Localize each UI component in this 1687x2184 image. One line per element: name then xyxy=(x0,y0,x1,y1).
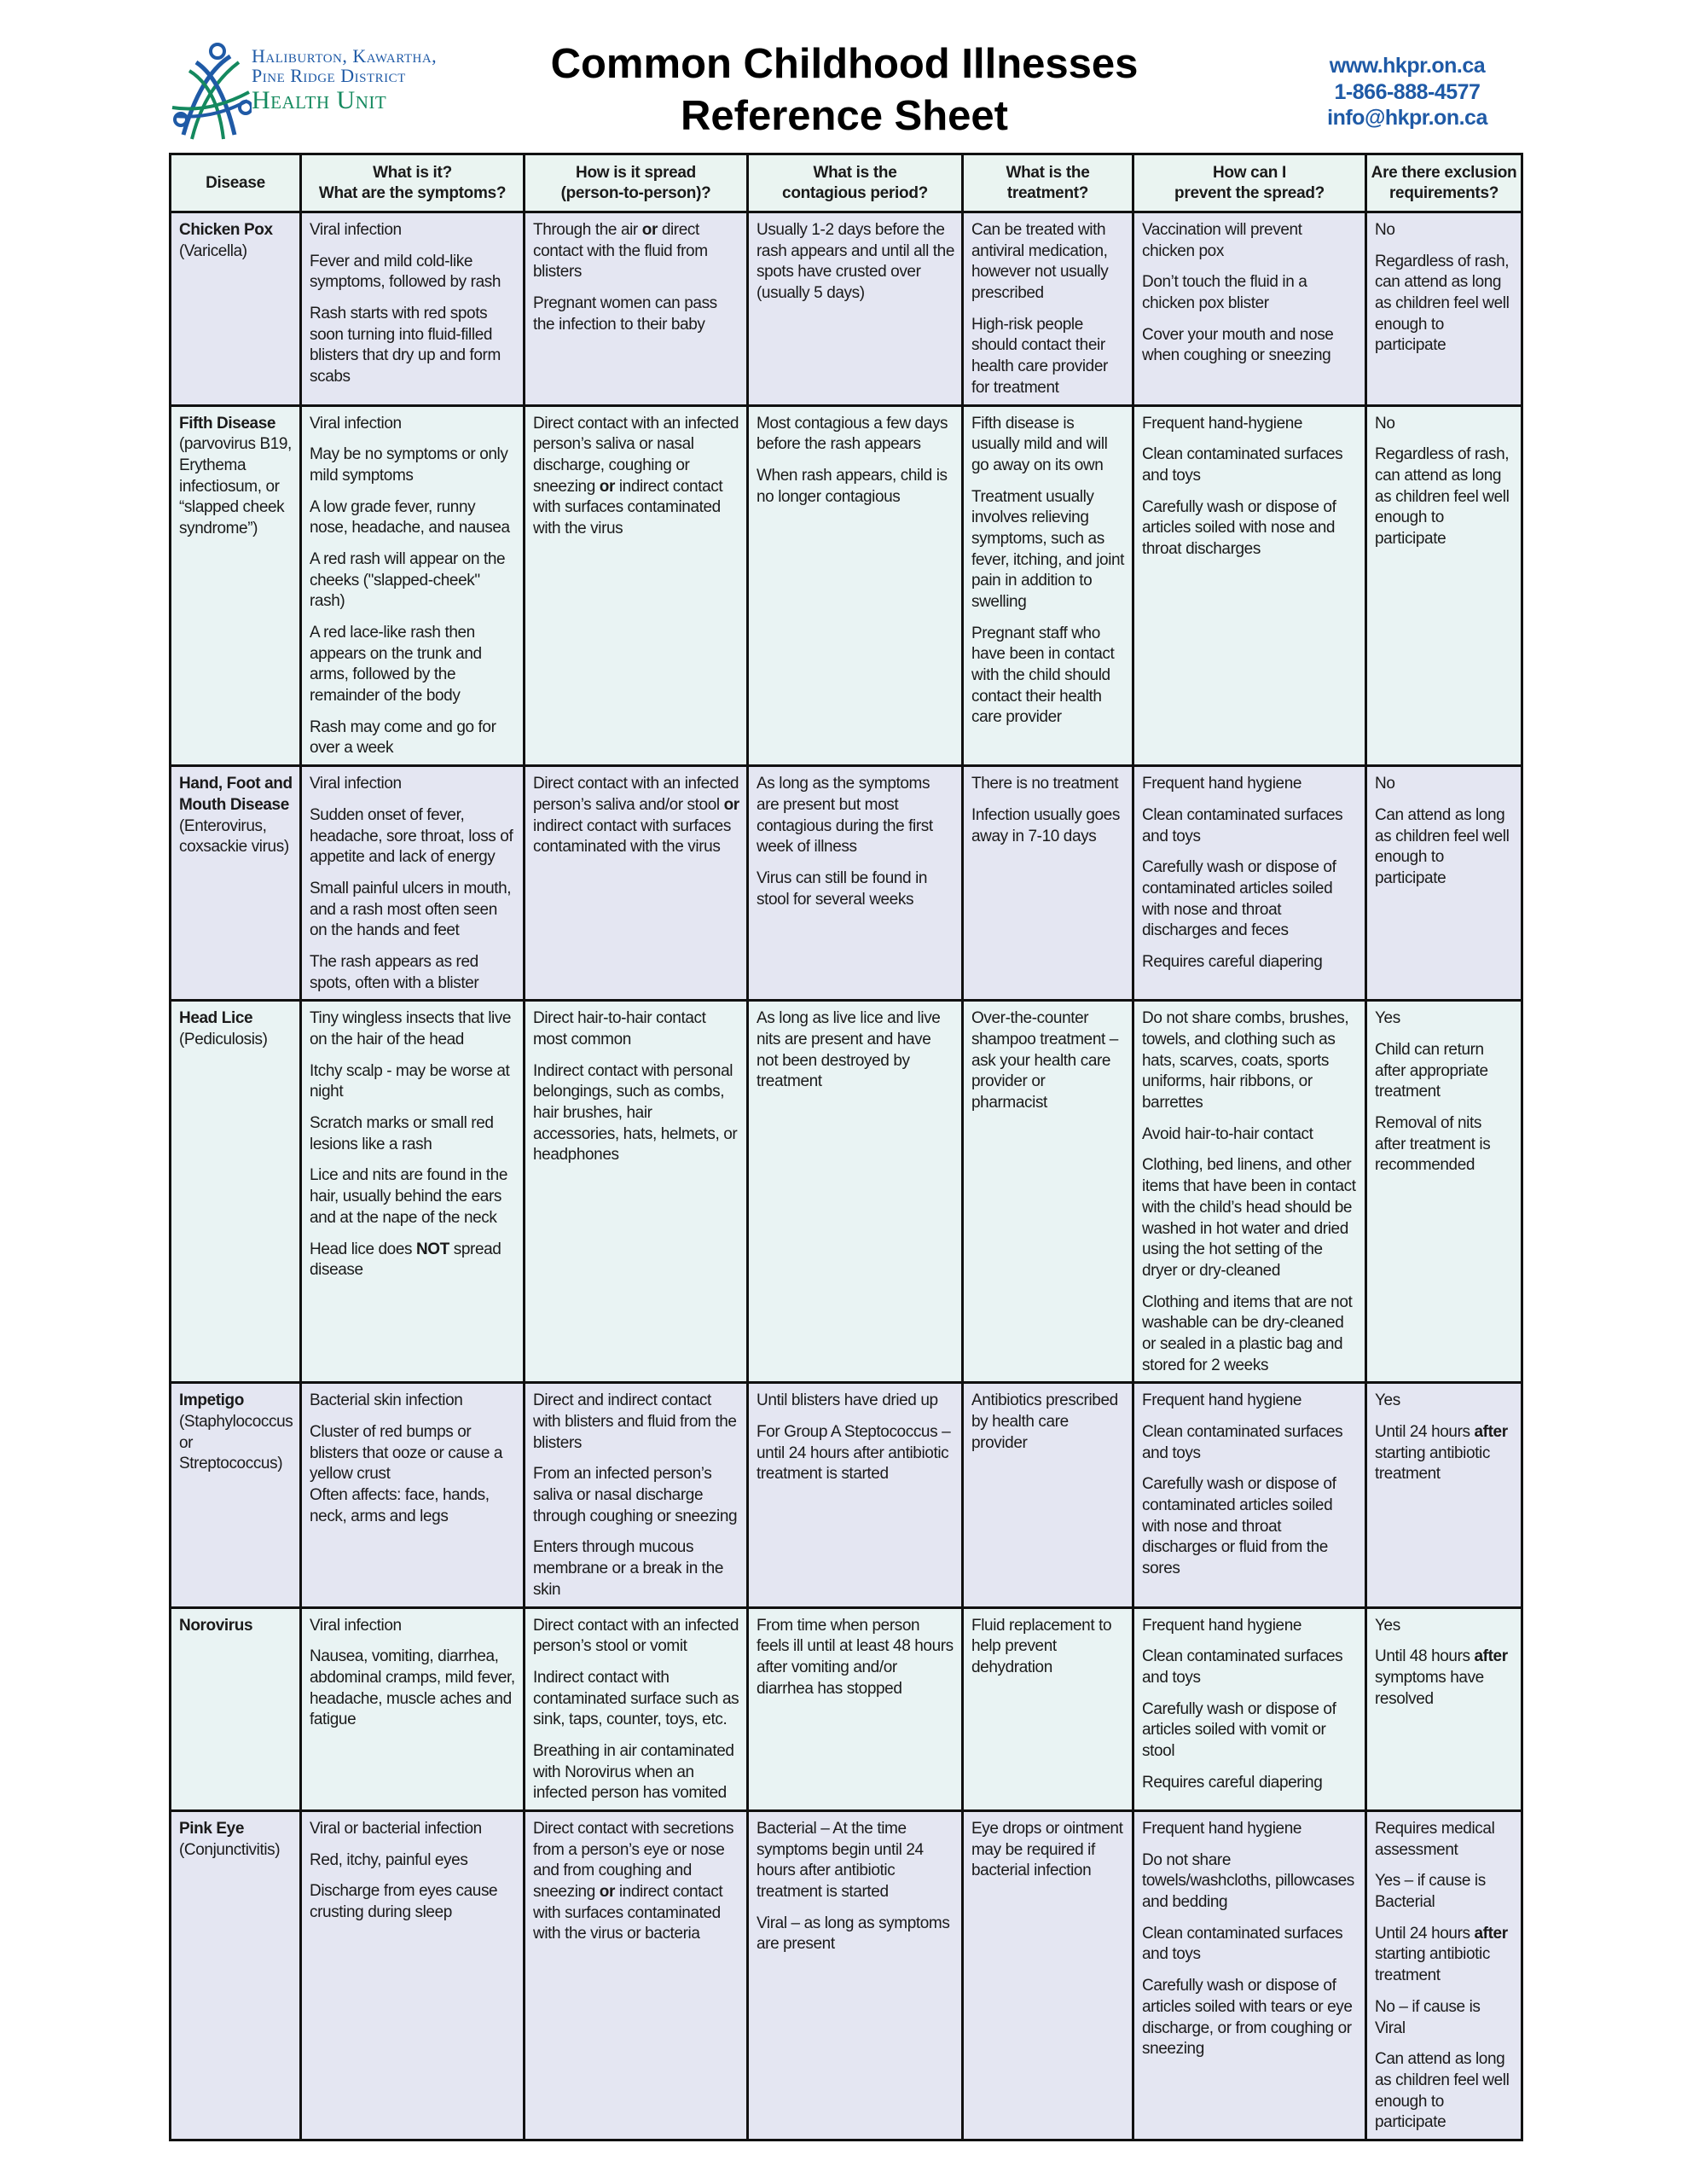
exclusion-cell xyxy=(1366,1811,1522,2140)
cell-paragraph: Do not share combs, brushes, towels, and clothing such as hats, scarves, coats, sports uniforms, hair ribbons, or barrettes xyxy=(1142,1009,1349,1112)
treatment-cell xyxy=(963,1811,1133,2140)
cell-paragraph: Cluster of red bumps or blisters that ooze or cause a yellow crust Often affects: face, hands, neck, arms and legs xyxy=(310,1423,503,1525)
cell-paragraph: Direct contact with an infected person’s saliva and/or stool or indirect contact with surfaces contaminated with the virus xyxy=(533,775,739,857)
table-row xyxy=(171,1001,1522,1383)
cell-paragraph: Can attend as long as children feel well enough to participate xyxy=(1375,805,1510,887)
what-is-it-cell xyxy=(301,1001,525,1383)
email-link[interactable]: info@hkpr.on.ca xyxy=(1327,106,1487,130)
cell-paragraph: Pregnant staff who have been in contact with the child should contact their health care provider xyxy=(971,624,1115,727)
cell-paragraph: Antibiotics prescribed by health care provider xyxy=(971,1391,1118,1452)
treatment-cell xyxy=(963,766,1133,1001)
table-row xyxy=(171,1811,1522,2140)
cell-paragraph: Scratch marks or small red lesions like a rash xyxy=(310,1114,494,1153)
cell-paragraph: The rash appears as red spots, often with a blister xyxy=(310,952,479,992)
how-spread-cell xyxy=(525,1607,748,1811)
cell-paragraph: Clean contaminated surfaces and toys xyxy=(1142,1647,1343,1687)
contagious-period-cell xyxy=(748,405,963,766)
cell-paragraph: A red rash will appear on the cheeks ("slapped-cheek" rash) xyxy=(310,549,506,611)
cell-paragraph: As long as the symptoms are present but most contagious during the first week of illness xyxy=(757,775,933,857)
cell-paragraph: Nausea, vomiting, diarrhea, abdominal cramps, mild fever, headache, muscle aches and fatigue xyxy=(310,1647,515,1729)
disease-subtitle: (Staphylococcus or Streptococcus) xyxy=(179,1413,293,1473)
cell-paragraph: When rash appears, child is no longer contagious xyxy=(757,466,948,506)
cell-paragraph: Frequent hand hygiene xyxy=(1142,775,1302,793)
cell-paragraph: Frequent hand hygiene xyxy=(1142,1616,1302,1635)
cell-paragraph: Viral infection xyxy=(310,221,402,239)
cell-paragraph: As long as live lice and live nits are present and have not been destroyed by treatment xyxy=(757,1009,941,1091)
cell-paragraph: Rash may come and go for over a week xyxy=(310,717,496,758)
exclusion-cell xyxy=(1366,766,1522,1001)
cell-paragraph: Indirect contact with personal belongings, such as combs, hair brushes, hair accessories, hats, helmets, or headphones xyxy=(533,1061,738,1165)
cell-paragraph: Carefully wash or dispose of contaminated articles soiled with nose and throat discharges or fluid from the sores xyxy=(1142,1475,1336,1578)
contagious-period-cell xyxy=(748,1811,963,2140)
cell-paragraph: Viral infection xyxy=(310,775,402,793)
cell-paragraph: Infection usually goes away in 7-10 days xyxy=(971,805,1120,845)
cell-paragraph: Bacterial skin infection xyxy=(310,1391,463,1410)
treatment-cell xyxy=(963,405,1133,766)
cell-paragraph: Removal of nits after treatment is recommended xyxy=(1375,1114,1491,1175)
cell-paragraph: Treatment usually involves relieving symptoms, such as fever, itching, and joint pain in addition to swelling xyxy=(971,487,1125,611)
how-spread-cell xyxy=(525,405,748,766)
cell-paragraph: Frequent hand hygiene xyxy=(1142,1820,1302,1838)
column-header-how-spread: How is it spread (person-to-person)? xyxy=(525,154,748,212)
cell-paragraph: Itchy scalp - may be worse at night xyxy=(310,1061,510,1101)
cell-paragraph: From an infected person’s saliva or nasal discharge through coughing or sneezing xyxy=(533,1465,738,1525)
disease-name: Fifth Disease xyxy=(179,414,276,433)
column-header-what-is-it: What is it? What are the symptoms? xyxy=(301,154,525,212)
cell-paragraph: Tiny wingless insects that live on the hair of the head xyxy=(310,1009,512,1048)
disease-name: Norovirus xyxy=(179,1616,253,1635)
cell-paragraph: Don’t touch the fluid in a chicken pox blister xyxy=(1142,273,1307,313)
exclusion-cell xyxy=(1366,405,1522,766)
prevent-spread-cell xyxy=(1133,766,1366,1001)
cell-paragraph: Can attend as long as children feel well enough to participate xyxy=(1375,2050,1510,2132)
cell-paragraph: Head lice does NOT spread disease xyxy=(310,1240,501,1280)
disease-cell xyxy=(171,1383,301,1607)
cell-paragraph: Discharge from eyes cause crusting during sleep xyxy=(310,1882,498,1922)
treatment-cell xyxy=(963,1001,1133,1383)
disease-name: Hand, Foot and Mouth Disease xyxy=(179,775,293,814)
cell-paragraph: Enters through mucous membrane or a break in the skin xyxy=(533,1538,723,1599)
table-row xyxy=(171,1383,1522,1607)
cell-paragraph: Until 24 hours after starting antibiotic treatment xyxy=(1375,1423,1508,1484)
table-row xyxy=(171,212,1522,406)
cell-paragraph: Direct and indirect contact with blisters and fluid from the blisters xyxy=(533,1391,737,1452)
exclusion-cell xyxy=(1366,1383,1522,1607)
cell-paragraph: Sudden onset of fever, headache, sore throat, loss of appetite and lack of energy xyxy=(310,805,513,867)
disease-name: Pink Eye xyxy=(179,1820,245,1838)
how-spread-cell xyxy=(525,766,748,1001)
cell-paragraph: Usually 1-2 days before the rash appears and until all the spots have crusted over (usually 5 days) xyxy=(757,221,954,303)
contagious-period-cell xyxy=(748,1001,963,1383)
cell-paragraph: No xyxy=(1375,221,1395,239)
cell-paragraph: Red, itchy, painful eyes xyxy=(310,1850,468,1869)
cell-paragraph: Until blisters have dried up xyxy=(757,1391,938,1410)
column-header-treatment: What is the treatment? xyxy=(963,154,1133,212)
cell-paragraph: Frequent hand hygiene xyxy=(1142,1391,1302,1410)
exclusion-cell xyxy=(1366,212,1522,406)
cell-paragraph: For Group A Steptococcus – until 24 hours after antibiotic treatment is started xyxy=(757,1423,951,1484)
cell-paragraph: Pregnant women can pass the infection to their baby xyxy=(533,294,717,334)
what-is-it-cell xyxy=(301,1811,525,2140)
cell-paragraph: Direct contact with secretions from a person’s eye or nose and from coughing and sneezing or indirect contact with surfaces contaminated with the virus or bacteria xyxy=(533,1820,734,1943)
disease-cell xyxy=(171,405,301,766)
title-line2: Reference Sheet xyxy=(680,93,1008,140)
treatment-cell xyxy=(963,1383,1133,1607)
what-is-it-cell xyxy=(301,766,525,1001)
cell-paragraph: Regardless of rash, can attend as long as children feel well enough to participate xyxy=(1375,252,1510,355)
what-is-it-cell xyxy=(301,1607,525,1811)
prevent-spread-cell xyxy=(1133,1383,1366,1607)
disease-cell xyxy=(171,766,301,1001)
disease-cell xyxy=(171,1001,301,1383)
cell-paragraph: Direct contact with an infected person’s stool or vomit xyxy=(533,1616,739,1656)
treatment-cell xyxy=(963,1607,1133,1811)
cell-paragraph: Yes xyxy=(1375,1391,1400,1410)
cell-paragraph: Clothing and items that are not washable can be dry-cleaned or sealed in a plastic bag and stored for 2 weeks xyxy=(1142,1292,1353,1374)
cell-paragraph: A low grade fever, runny nose, headache, and nausea xyxy=(310,497,510,537)
cell-paragraph: Yes – if cause is Bacterial xyxy=(1375,1872,1486,1912)
contagious-period-cell xyxy=(748,212,963,406)
what-is-it-cell xyxy=(301,405,525,766)
cell-paragraph: Do not share towels/washcloths, pillowcases and bedding xyxy=(1142,1850,1354,1912)
logo-text-line2: Pine Ridge District xyxy=(252,65,406,87)
disease-cell xyxy=(171,1811,301,2140)
logo-text-line3: Health Unit xyxy=(252,86,387,115)
table-row xyxy=(171,405,1522,766)
cell-paragraph: No – if cause is Viral xyxy=(1375,1997,1481,2037)
disease-subtitle: (Pediculosis) xyxy=(179,1031,268,1048)
cell-paragraph: Lice and nits are found in the hair, usually behind the ears and at the nape of the neck xyxy=(310,1166,508,1227)
page-header xyxy=(0,0,1687,154)
exclusion-cell xyxy=(1366,1607,1522,1811)
cell-paragraph: There is no treatment xyxy=(971,775,1119,793)
cell-paragraph: Bacterial – At the time symptoms begin until 24 hours after antibiotic treatment is started xyxy=(757,1820,924,1902)
cell-paragraph: Clean contaminated surfaces and toys xyxy=(1142,1423,1343,1462)
how-spread-cell xyxy=(525,1001,748,1383)
disease-name: Impetigo xyxy=(179,1391,244,1410)
disease-cell xyxy=(171,212,301,406)
cell-paragraph: Carefully wash or dispose of articles soiled with tears or eye discharge, or from coughing or sneezing xyxy=(1142,1977,1353,2059)
cell-paragraph: Viral infection xyxy=(310,414,402,433)
cell-paragraph: Fifth disease is usually mild and will go away on its own xyxy=(971,414,1108,474)
table-row xyxy=(171,766,1522,1001)
contagious-period-cell xyxy=(748,1607,963,1811)
cell-paragraph: Small painful ulcers in mouth, and a rash most often seen on the hands and feet xyxy=(310,879,512,940)
disease-subtitle: (parvovirus B19, Erythema infectiosum, or “slapped cheek syndrome”) xyxy=(179,435,292,537)
cell-paragraph: Viral or bacterial infection xyxy=(310,1820,482,1838)
cell-paragraph: Viral infection xyxy=(310,1616,402,1635)
disease-subtitle: (Varicella) xyxy=(179,241,247,260)
table-body xyxy=(171,212,1522,2140)
cell-paragraph: Regardless of rash, can attend as long as children feel well enough to participate xyxy=(1375,445,1510,548)
phone-number: 1-866-888-4577 xyxy=(1334,79,1481,104)
column-header-disease: Disease xyxy=(171,154,301,212)
cell-paragraph: No xyxy=(1375,414,1395,433)
column-header-prevent-spread: How can I prevent the spread? xyxy=(1133,154,1366,212)
cell-paragraph: Clothing, bed linens, and other items that have been in contact with the child’s head should be washed in hot water and dried using the hot setting of the dryer or dry-cleaned xyxy=(1142,1156,1356,1280)
what-is-it-cell xyxy=(301,212,525,406)
cell-paragraph: Viral – as long as symptoms are present xyxy=(757,1914,950,1954)
cell-paragraph: Direct hair-to-hair contact most common xyxy=(533,1009,706,1048)
how-spread-cell xyxy=(525,212,748,406)
cell-paragraph: Most contagious a few days before the rash appears xyxy=(757,414,948,454)
cell-paragraph: High-risk people should contact their health care provider for treatment xyxy=(971,315,1108,397)
prevent-spread-cell xyxy=(1133,212,1366,406)
prevent-spread-cell xyxy=(1133,1001,1366,1383)
contagious-period-cell xyxy=(748,766,963,1001)
logo-text-line1: Haliburton, Kawartha, xyxy=(252,45,438,67)
table-header-row xyxy=(171,154,1522,212)
title-line1: Common Childhood Illnesses xyxy=(550,41,1139,87)
cell-paragraph: From time when person feels ill until at least 48 hours after vomiting and/or diarrhea has stopped xyxy=(757,1616,954,1698)
treatment-cell xyxy=(963,212,1133,406)
cell-paragraph: Vaccination will prevent chicken pox xyxy=(1142,221,1302,260)
health-unit-logo xyxy=(171,41,495,143)
website-link[interactable]: www.hkpr.on.ca xyxy=(1329,54,1486,78)
cell-paragraph: Eye drops or ointment may be required if bacterial infection xyxy=(971,1820,1123,1880)
cell-paragraph: Fever and mild cold-like symptoms, followed by rash xyxy=(310,252,501,292)
cell-paragraph: Cover your mouth and nose when coughing or sneezing xyxy=(1142,325,1334,365)
cell-paragraph: Requires medical assessment xyxy=(1375,1820,1495,1859)
cell-paragraph: Carefully wash or dispose of contaminated articles soiled with nose and throat discharges and feces xyxy=(1142,858,1336,940)
cell-paragraph: Frequent hand-hygiene xyxy=(1142,414,1303,433)
cell-paragraph: May be no symptoms or only mild symptoms xyxy=(310,445,508,485)
cell-paragraph: Rash starts with red spots soon turning into fluid-filled blisters that dry up and form scabs xyxy=(310,305,501,386)
cell-paragraph: Requires careful diapering xyxy=(1142,1773,1323,1792)
cell-paragraph: Virus can still be found in stool for several weeks xyxy=(757,868,928,909)
cell-paragraph: Can be treated with antiviral medication, however not usually prescribed xyxy=(971,221,1109,303)
contagious-period-cell xyxy=(748,1383,963,1607)
cell-paragraph: Clean contaminated surfaces and toys xyxy=(1142,445,1343,485)
cell-paragraph: Through the air or direct contact with the fluid from blisters xyxy=(533,221,708,282)
column-header-exclusion: Are there exclusion requirements? xyxy=(1366,154,1522,212)
cell-paragraph: Child can return after appropriate treatment xyxy=(1375,1041,1488,1101)
page-title xyxy=(495,38,1194,143)
contact-info xyxy=(1279,53,1535,131)
table-row xyxy=(171,1607,1522,1811)
disease-name: Chicken Pox xyxy=(179,221,273,239)
disease-subtitle: (Conjunctivitis) xyxy=(179,1840,281,1859)
disease-name: Head Lice xyxy=(179,1009,253,1028)
cell-paragraph: Carefully wash or dispose of articles soiled with vomit or stool xyxy=(1142,1699,1336,1760)
cell-paragraph: Carefully wash or dispose of articles soiled with nose and throat discharges xyxy=(1142,497,1336,558)
cell-paragraph: No xyxy=(1375,775,1395,793)
cell-paragraph: Over-the-counter shampoo treatment – ask your health care provider or pharmacist xyxy=(971,1009,1118,1112)
cell-paragraph: Indirect contact with contaminated surface such as sink, taps, counter, toys, etc. xyxy=(533,1668,739,1729)
health-unit-emblem-icon xyxy=(171,41,252,143)
cell-paragraph: Avoid hair-to-hair contact xyxy=(1142,1124,1313,1143)
disease-cell xyxy=(171,1607,301,1811)
cell-paragraph: Clean contaminated surfaces and toys xyxy=(1142,805,1343,845)
prevent-spread-cell xyxy=(1133,405,1366,766)
disease-subtitle: (Enterovirus, coxsackie virus) xyxy=(179,816,289,857)
how-spread-cell xyxy=(525,1811,748,2140)
illness-reference-table xyxy=(169,153,1523,2141)
prevent-spread-cell xyxy=(1133,1811,1366,2140)
prevent-spread-cell xyxy=(1133,1607,1366,1811)
cell-paragraph: Yes xyxy=(1375,1616,1400,1635)
cell-paragraph: Fluid replacement to help prevent dehydration xyxy=(971,1616,1112,1676)
column-header-contagious-period: What is the contagious period? xyxy=(748,154,963,212)
cell-paragraph: Until 24 hours after starting antibiotic treatment xyxy=(1375,1924,1508,1985)
what-is-it-cell xyxy=(301,1383,525,1607)
cell-paragraph: Breathing in air contaminated with Norovirus when an infected person has vomited xyxy=(533,1741,734,1803)
cell-paragraph: A red lace-like rash then appears on the trunk and arms, followed by the remainder of the body xyxy=(310,624,482,706)
exclusion-cell xyxy=(1366,1001,1522,1383)
cell-paragraph: Until 48 hours after symptoms have resolved xyxy=(1375,1647,1508,1708)
cell-paragraph: Yes xyxy=(1375,1009,1400,1028)
cell-paragraph: Direct contact with an infected person’s saliva or nasal discharge, coughing or sneezing or indirect contact with surfaces contaminated with the virus xyxy=(533,414,739,537)
how-spread-cell xyxy=(525,1383,748,1607)
cell-paragraph: Clean contaminated surfaces and toys xyxy=(1142,1924,1343,1964)
cell-paragraph: Requires careful diapering xyxy=(1142,952,1323,971)
